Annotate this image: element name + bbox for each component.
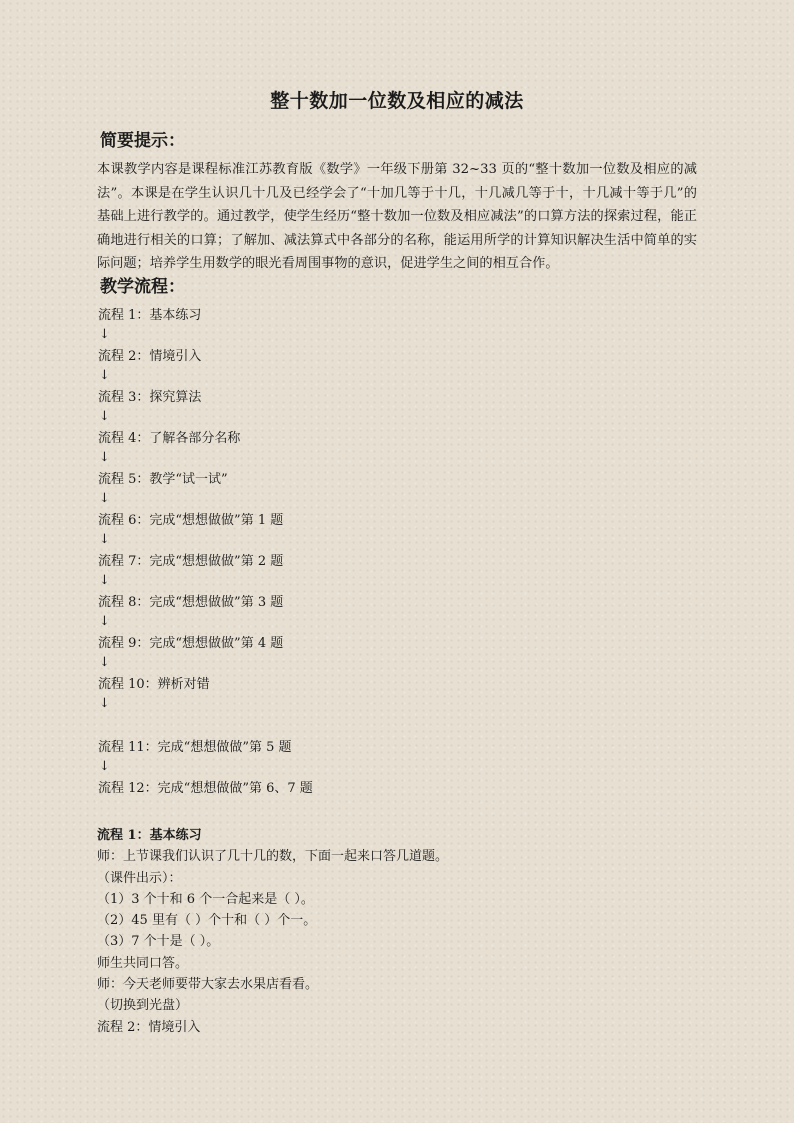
summary-heading: 简要提示： <box>100 131 185 151</box>
down-arrow-icon: ↓ <box>99 532 110 547</box>
document-title: 整十数加一位数及相应的减法 <box>270 90 524 112</box>
detail-heading: 流程 1：基本练习 <box>97 828 202 843</box>
down-arrow-icon: ↓ <box>99 368 110 383</box>
down-arrow-icon: ↓ <box>99 696 110 711</box>
flow-step-8: 流程 8：完成“想想做做”第 3 题 <box>98 595 284 610</box>
down-arrow-icon: ↓ <box>99 491 110 506</box>
summary-paragraph: 本课教学内容是课程标准江苏教育版《数学》一年级下册第 32~33 页的“整十数加一位数及相应的减法”。本课是在学生认识几十几及已经学会了“十加几等于十几，十几减几等于十，十几减十等于几”的基础上进行教学的。通过教学，使学生经历“整十数加一位数及相应减法”的口算方法的探索过程，能正确地进行相关的口算；了解加、减法算式中各部分的名称，能运用所学的计算知识解决生活中简单的实际问题；培养学生用数学的眼光看周围事物的意识，促进学生之间的相互合作。 <box>97 162 697 271</box>
detail-line: （课件出示）： <box>97 870 182 886</box>
down-arrow-icon: ↓ <box>99 450 110 465</box>
flow-step-7: 流程 7：完成“想想做做”第 2 题 <box>98 554 284 569</box>
flow-step-9: 流程 9：完成“想想做做”第 4 题 <box>98 636 284 651</box>
detail-line: 师：今天老师要带大家去水果店看看。 <box>97 977 319 993</box>
flow-step-11: 流程 11：完成“想想做做”第 5 题 <box>98 740 292 755</box>
detail-line: （1）3 个十和 6 个一合起来是（ ）。 <box>97 891 314 907</box>
flow-heading: 教学流程： <box>100 277 185 297</box>
detail-line: （切换到光盘） <box>97 998 189 1014</box>
flow-step-12: 流程 12：完成“想想做做”第 6、7 题 <box>98 781 313 796</box>
flow-list <box>98 305 698 799</box>
flow-step-6: 流程 6：完成“想想做做”第 1 题 <box>98 513 284 528</box>
detail-line: 师生共同口答。 <box>97 955 189 971</box>
detail-line: 流程 2：情境引入 <box>97 1019 201 1035</box>
flow-step-4: 流程 4：了解各部分名称 <box>98 431 241 446</box>
down-arrow-icon: ↓ <box>99 573 110 588</box>
detail-line: （2）45 里有（ ）个十和（ ）个一。 <box>97 913 317 929</box>
down-arrow-icon: ↓ <box>99 614 110 629</box>
flow-spacer <box>98 715 698 737</box>
detail-line: 师：上节课我们认识了几十几的数，下面一起来口答几道题。 <box>97 849 449 865</box>
down-arrow-icon: ↓ <box>99 409 110 424</box>
flow-step-5: 流程 5：教学“试一试” <box>98 472 228 487</box>
flow-step-3: 流程 3：探究算法 <box>98 390 202 405</box>
flow-step-2: 流程 2：情境引入 <box>98 349 202 364</box>
flow-step-10: 流程 10：辨析对错 <box>98 677 210 692</box>
flow-step-1: 流程 1：基本练习 <box>98 308 202 323</box>
flow-detail-section <box>97 825 697 1038</box>
down-arrow-icon: ↓ <box>99 327 110 342</box>
detail-line: （3）7 个十是（ ）。 <box>97 934 220 950</box>
down-arrow-icon: ↓ <box>99 759 110 774</box>
down-arrow-icon: ↓ <box>99 655 110 670</box>
